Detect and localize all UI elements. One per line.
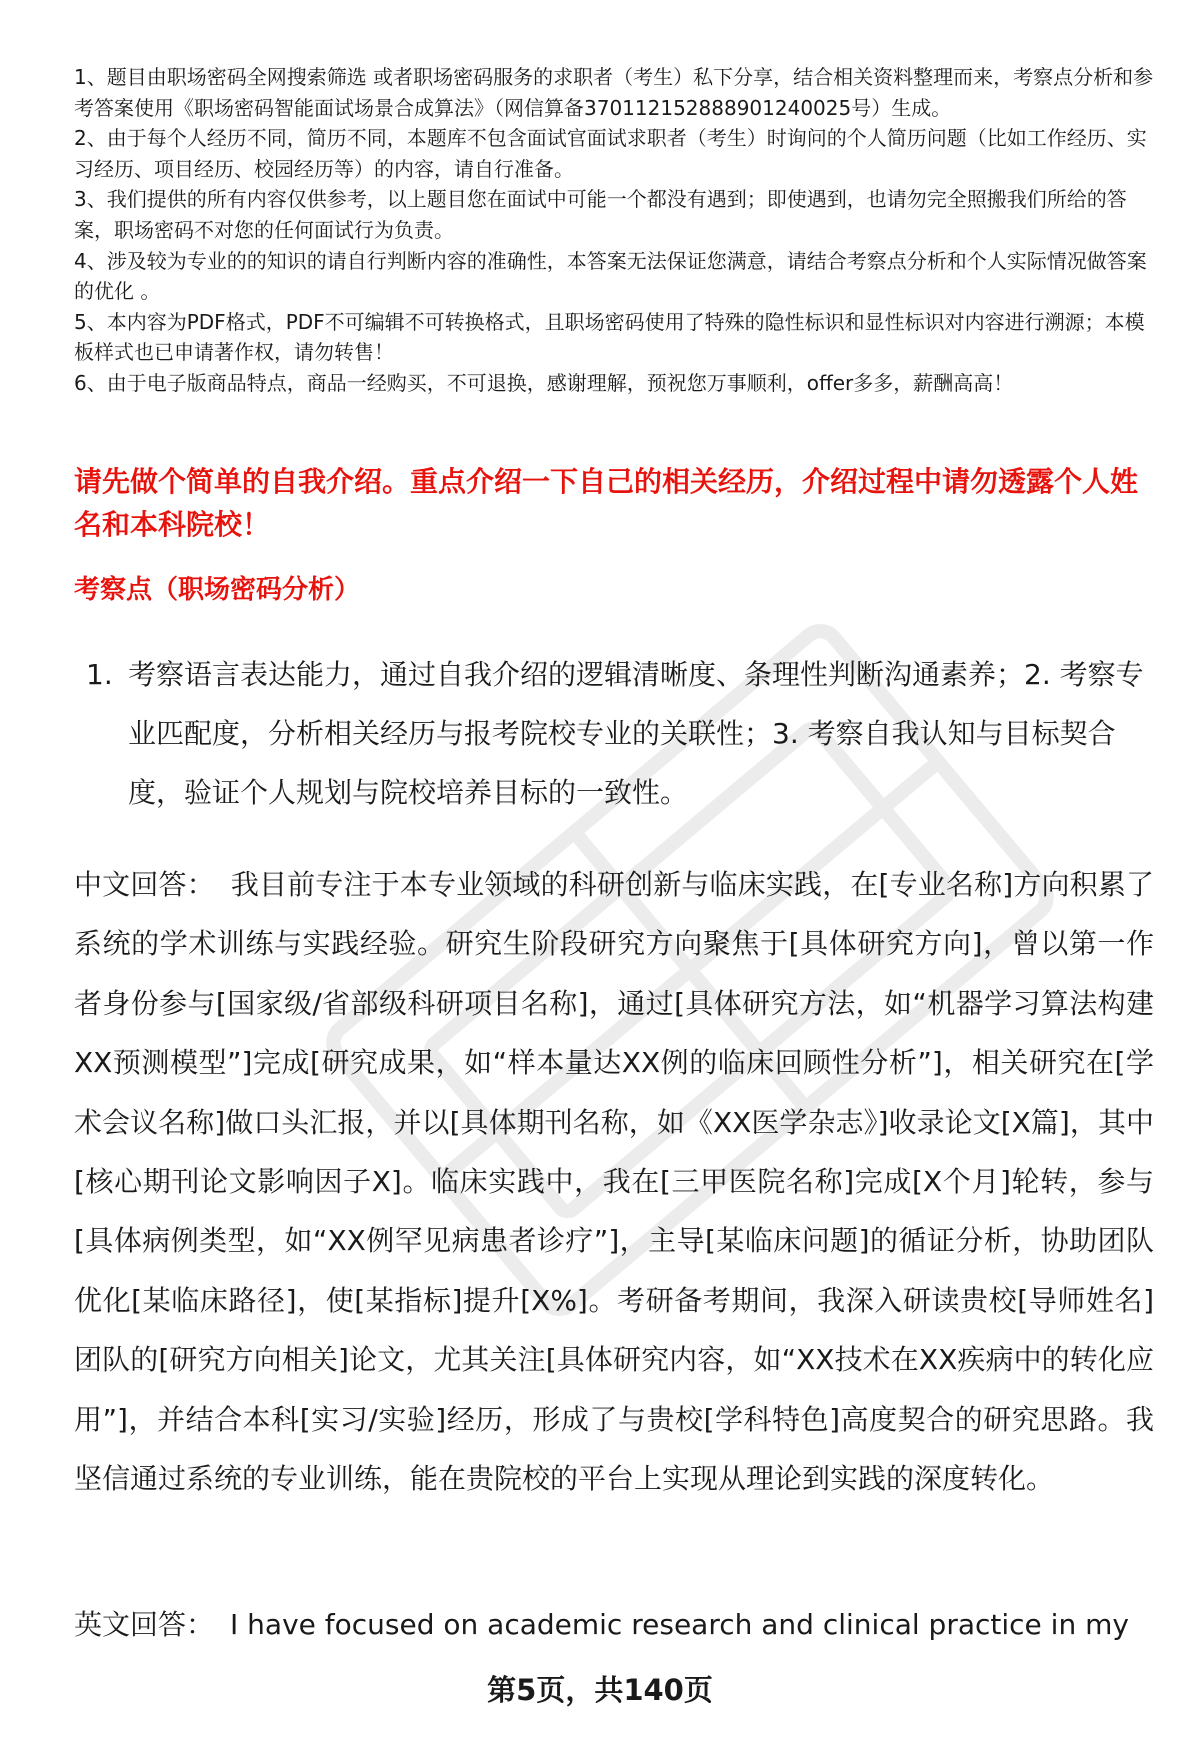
disclaimer-note-5: 5、本内容为PDF格式，PDF不可编辑不可转换格式，且职场密码使用了特殊的隐性标识和显性标识对内容进行溯源；本模板样式也已申请著作权，请勿转售！ bbox=[74, 309, 1145, 365]
analysis-item-text: 考察语言表达能力，通过自我介绍的逻辑清晰度、条理性判断沟通素养；2. 考察专业匹配度，分析相关经历与报考院校专业的关联性；3. 考察自我认知与目标契合度，验证个人规划与院校培养目标的一致性。 bbox=[128, 658, 1144, 809]
english-answer-text: I have focused on academic research and clinical practice in my bbox=[230, 1608, 1129, 1641]
analysis-title: 考察点（职场密码分析） bbox=[74, 575, 361, 605]
disclaimer-note-1: 1、题目由职场密码全网搜索筛选 或者职场密码服务的求职者（考生）私下分享，结合相关资料整理而来，考察点分析和参考答案使用《职场密码智能面试场景合成算法》（网信算备370112152888901240025号）生成。 bbox=[74, 65, 1154, 120]
disclaimer-note-4: 4、涉及较为专业的的知识的请自行判断内容的准确性，本答案无法保证您满意，请结合考察点分析和个人实际情况做答案的优化 。 bbox=[74, 248, 1147, 304]
chinese-answer bbox=[74, 855, 1154, 1508]
analysis-list-item bbox=[86, 645, 1144, 822]
analysis-item-number: 1. bbox=[86, 658, 113, 691]
page-number: 第5页，共140页 bbox=[487, 1673, 713, 1707]
chinese-answer-label: 中文回答： bbox=[74, 868, 215, 901]
disclaimer-note-2: 2、由于每个人经历不同，简历不同，本题库不包含面试官面试求职者（考生）时询问的个人简历问题（比如工作经历、实习经历、项目经历、校园经历等）的内容，请自行准备。 bbox=[74, 126, 1147, 181]
interview-question: 请先做个简单的自我介绍。重点介绍一下自己的相关经历，介绍过程中请勿透露个人姓名和本科院校！ bbox=[74, 465, 1139, 541]
english-answer bbox=[74, 1597, 1154, 1653]
disclaimer-notes bbox=[74, 62, 1154, 399]
chinese-answer-text: 我目前专注于本专业领域的科研创新与临床实践，在[专业名称]方向积累了系统的学术训练与实践经验。研究生阶段研究方向聚焦于[具体研究方向]，曾以第一作者身份参与[国家级/省部级科研项目名称]，通过[具体研究方法，如“机器学习算法构建XX预测模型”]完成[研究成果，如“样本量达XX例的临床回顾性分析”]，相关研究在[学术会议名称]做口头汇报，并以[具体期刊名称，如《XX医学杂志》]收录论文[X篇]，其中[核心期刊论文影响因子X]。临床实践中，我在[三甲医院名称]完成[X个月]轮转，参与[具体病例类型，如“XX例罕见病患者诊疗”]，主导[某临床问题]的循证分析，协助团队优化[某临床路径]，使[某指标]提升[X%]。考研备考期间，我深入研读贵校[导师姓名]团队的[研究方向相关]论文，尤其关注[具体研究内容，如“XX技术在XX疾病中的转化应用”]，并结合本科[实习/实验]经历，形成了与贵校[学科特色]高度契合的研究思路。我坚信通过系统的专业训练，能在贵院校的平台上实现从理论到实践的深度转化。 bbox=[74, 868, 1154, 1496]
disclaimer-note-6: 6、由于电子版商品特点，商品一经购买，不可退换，感谢理解，预祝您万事顺利，offer多多，薪酬高高！ bbox=[74, 370, 1014, 395]
english-answer-label: 英文回答： bbox=[74, 1608, 215, 1641]
disclaimer-note-3: 3、我们提供的所有内容仅供参考，以上题目您在面试中可能一个都没有遇到；即使遇到，也请勿完全照搬我们所给的答案，职场密码不对您的任何面试行为负责。 bbox=[74, 187, 1127, 242]
